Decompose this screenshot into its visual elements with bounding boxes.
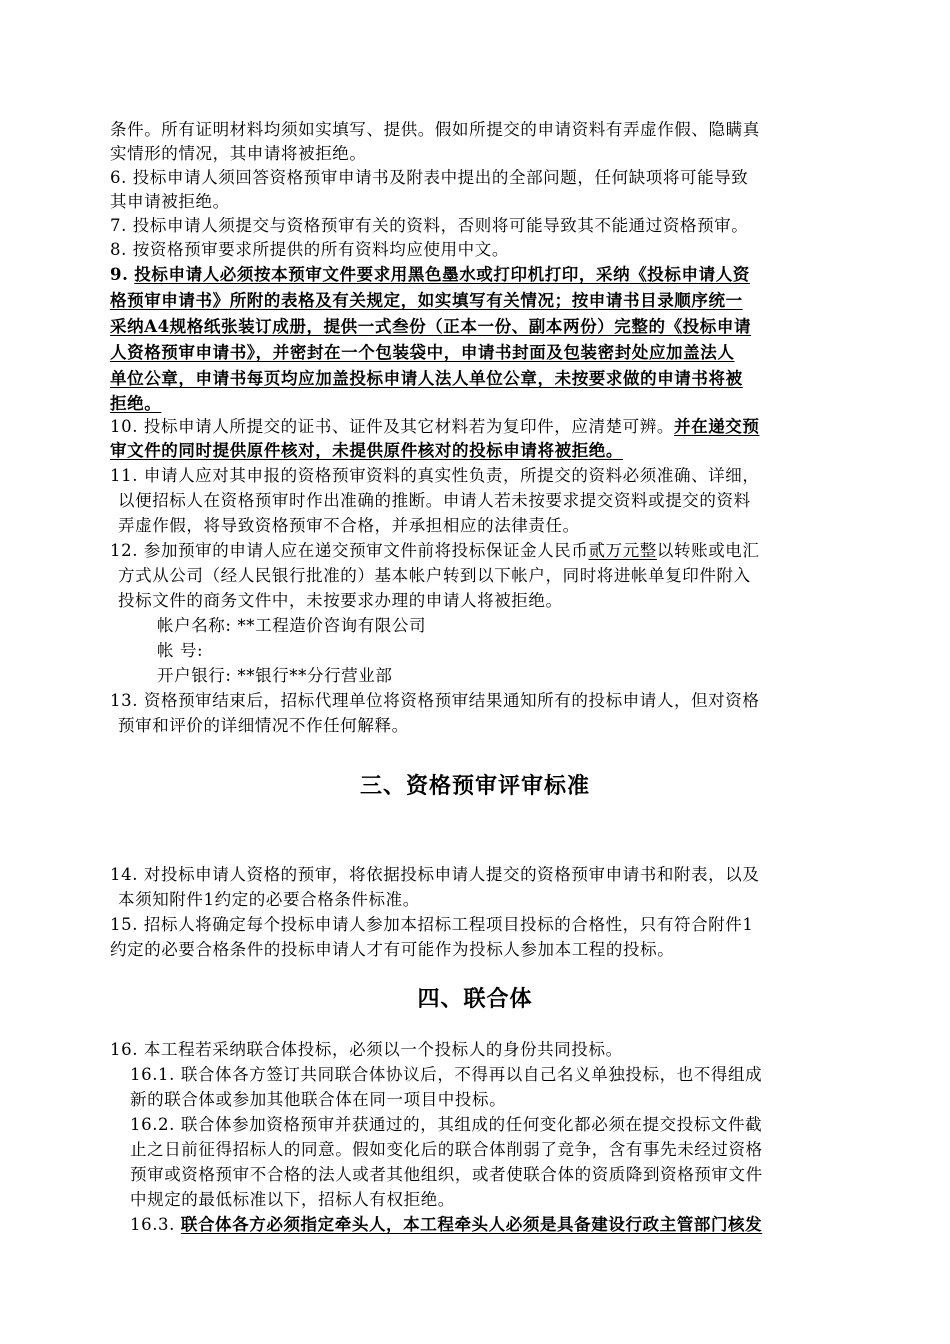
deposit-amount: 贰万元整: [588, 541, 657, 560]
text-line: 其申请被拒绝。: [110, 192, 230, 211]
section-heading: 三、资格预审评审标准: [359, 774, 590, 799]
text-line: 6. 投标申请人须回答资格预审申请书及附表中提出的全部问题，任何缺项将可能导致: [110, 168, 749, 187]
item-number: 16.3.: [130, 1215, 175, 1234]
text-line: 11. 申请人应对其申报的资格预审资料的真实性负责，所提交的资料必须准确、详细，: [110, 466, 760, 485]
text-line: 13. 资格预审结束后，招标代理单位将资格预审结果通知所有的投标申请人，但对资格: [110, 691, 760, 710]
text-line: 16.1. 联合体各方签订共同联合体协议后，不得再以自己名义单独投标，也不得组成: [130, 1065, 763, 1084]
account-name: 帐户名称: **工程造价咨询有限公司: [157, 616, 427, 635]
text-line: 新的联合体或参加其他联合体在同一项目中投标。: [130, 1090, 507, 1109]
text-line: 预审或资格预审不合格的法人或者其他组织，或者使联合体的资质降到资格预审文件: [130, 1165, 763, 1184]
text-line: 8. 按资格预审要求所提供的所有资料均应使用中文。: [110, 240, 509, 259]
item-number: 9.: [110, 265, 129, 284]
text-line: 以便招标人在资格预审时作出准确的推断。申请人若未按要求提交资料或提交的资料: [118, 491, 751, 510]
text-line: [110, 262, 840, 288]
text-segment: 10. 投标申请人所提交的证书、证件及其它材料若为复印件，应清楚可辨。: [110, 417, 674, 436]
text-line: 本须知附件1约定的必要合格条件标准。: [118, 890, 420, 909]
emphasized-text: 并在递交预: [674, 417, 760, 436]
emphasized-text: 联合体各方必须指定牵头人，本工程牵头人必须是具备建设行政主管部门核发: [180, 1215, 763, 1234]
text-segment: 以转账或电汇: [656, 541, 760, 560]
emphasized-text: 采纳A4规格纸张装订成册，提供一式叁份（正本一份、副本两份）完整的《投标申请: [110, 317, 752, 336]
emphasized-text: 人资格预审申请书》，并密封在一个包装袋中，申请书封面及包装密封处应加盖法人: [110, 343, 735, 362]
text-segment: 12. 参加预审的申请人应在递交预审文件前将投标保证金人民币: [110, 541, 589, 560]
emphasized-text: 投标申请人必须按本预审文件要求用黑色墨水或打印机打印，采纳《投标申请人资: [134, 265, 750, 284]
text-line: 弄虚作假，将导致资格预审不合格，并承担相应的法律责任。: [118, 516, 580, 535]
text-line: 条件。所有证明材料均须如实填写、提供。假如所提交的申请资料有弄虚作假、隐瞒真: [110, 120, 760, 139]
text-line: 16. 本工程若采纳联合体投标，必须以一个投标人的身份共同投标。: [110, 1040, 623, 1059]
text-line: 方式从公司（经人民银行批准的）基本帐户转到以下帐户，同时将进帐单复印件附入: [118, 566, 751, 585]
text-line: 实情形的情况，其申请将被拒绝。: [110, 144, 367, 163]
emphasized-text: 格预审申请书》所附的表格及有关规定，如实填写有关情况；按申请书目录顺序统一: [110, 291, 743, 310]
emphasized-text: 单位公章，申请书每页均应加盖投标申请人法人单位公章，未按要求做的申请书将被: [110, 369, 743, 388]
text-line: [130, 1212, 860, 1238]
text-line: 中规定的最低标准以下，招标人有权拒绝。: [130, 1190, 455, 1209]
text-line: 7. 投标申请人须提交与资格预审有关的资料，否则将可能导致其不能通过资格预审。: [110, 216, 749, 235]
emphasized-text: 拒绝。: [110, 394, 162, 413]
text-line: 止之日前征得招标人的同意。假如变化后的联合体削弱了竞争，含有事先未经过资格: [130, 1140, 763, 1159]
text-line: [110, 414, 840, 440]
text-line: 16.2. 联合体参加资格预审并获通过的，其组成的任何变化都必须在提交投标文件截: [130, 1115, 763, 1134]
text-line: 14. 对投标申请人资格的预审，将依据投标申请人提交的资格预审申请书和附表，以及: [110, 865, 760, 884]
text-line: [110, 538, 840, 564]
text-line: 约定的必要合格条件的投标申请人才有可能作为投标人参加本工程的投标。: [110, 940, 675, 959]
text-line: 15. 招标人将确定每个投标申请人参加本招标工程项目投标的合格性，只有符合附件1: [110, 915, 754, 934]
text-line: 投标文件的商务文件中，未按要求办理的申请人将被拒绝。: [118, 591, 563, 610]
text-line: 预审和评价的详细情况不作任何解释。: [118, 716, 409, 735]
section-heading: 四、联合体: [417, 987, 533, 1012]
account-bank: 开户银行: **银行**分行营业部: [157, 666, 393, 685]
emphasized-text: 审文件的同时提供原件核对，未提供原件核对的投标申请将被拒绝。: [110, 441, 623, 460]
account-number: 帐 号:: [157, 641, 204, 660]
